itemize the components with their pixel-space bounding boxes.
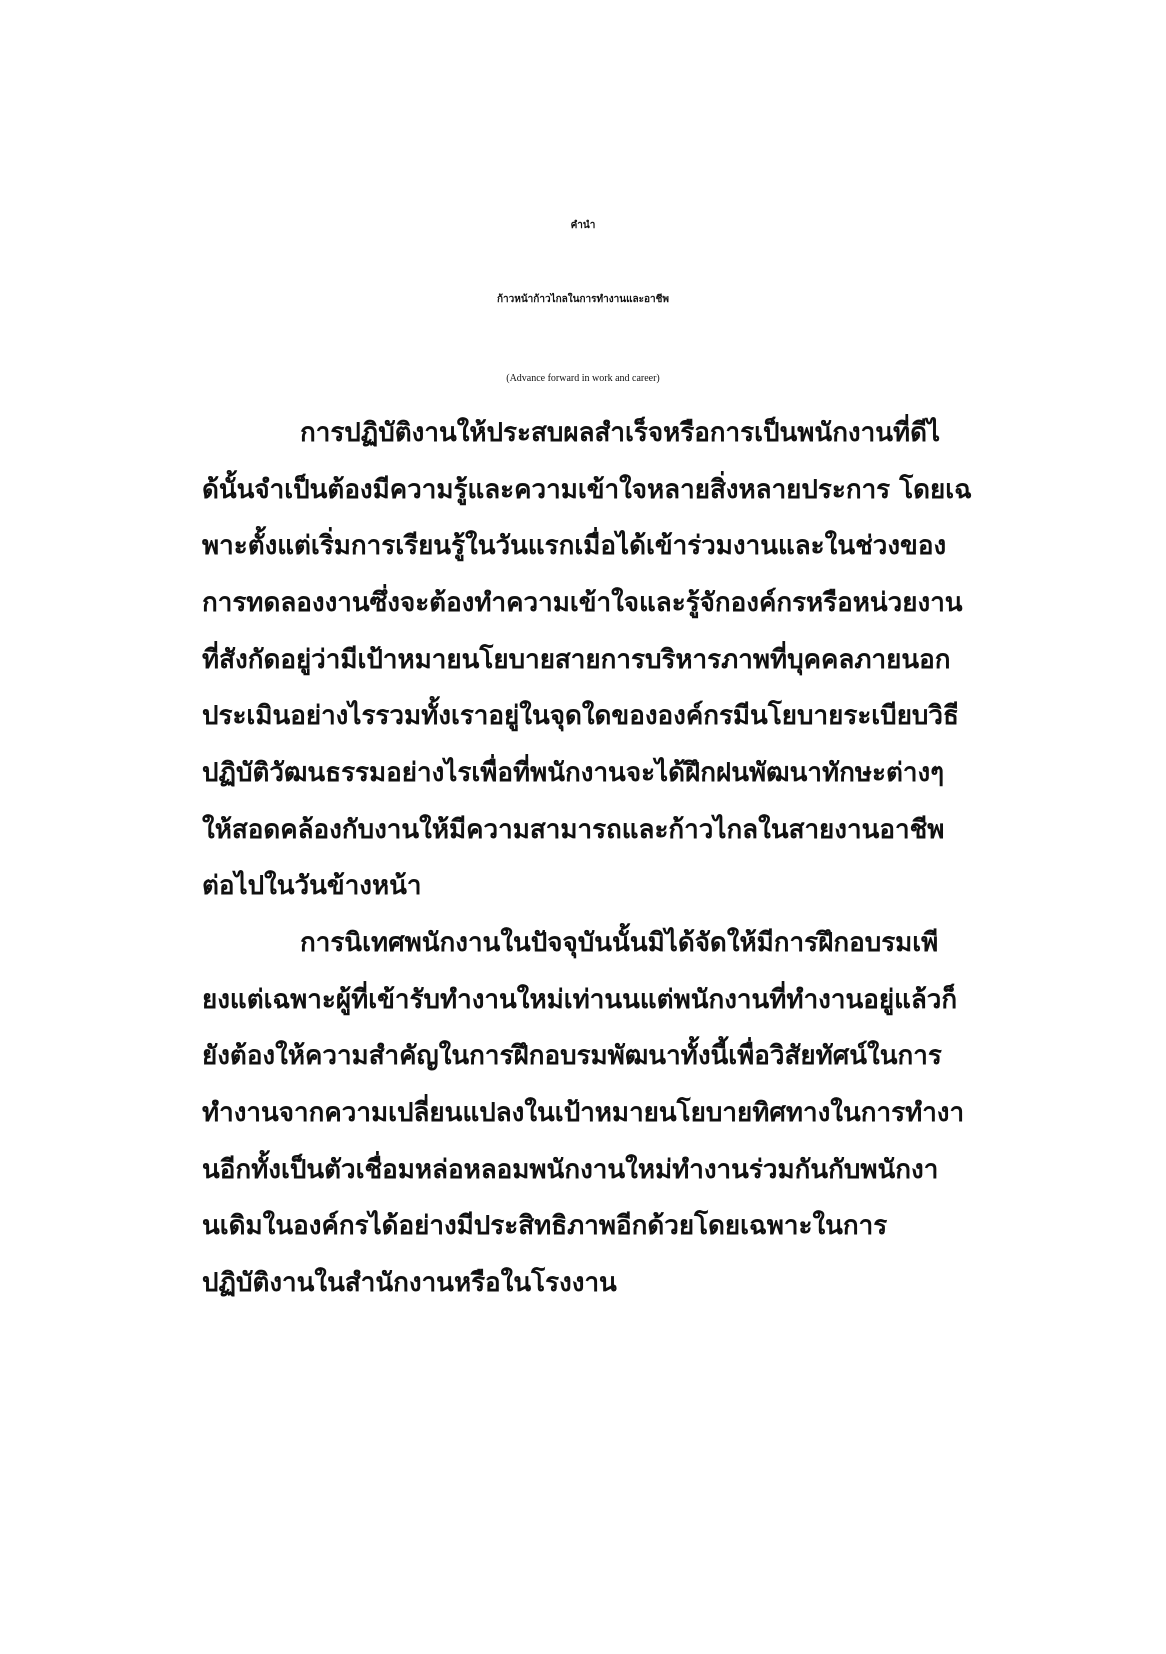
paragraph-1-line-1: การปฏิบัติงานให้ประสบผลสำเร็จหรือการเป็นพนักงานที่ดีไ bbox=[300, 418, 941, 448]
paragraph-1-line-5: ที่สังกัดอยู่ว่ามีเป้าหมายนโยบายสายการบริหารภาพที่บุคคลภายนอก bbox=[202, 645, 951, 675]
paragraph-2-line-7: ปฏิบัติงานในสำนักงานหรือในโรงงาน bbox=[202, 1268, 617, 1298]
paragraph-1-line-6: ประเมินอย่างไรรวมทั้งเราอยู่ในจุดใดขององค์กรมีนโยบายระเบียบวิธี bbox=[202, 701, 959, 731]
paragraph-1-line-3: พาะตั้งแต่เริ่มการเรียนรู้ในวันแรกเมื่อได้เข้าร่วมงานและในช่วงของ bbox=[202, 531, 947, 561]
paragraph-2-line-6: นเดิมในองค์กรได้อย่างมีประสิทธิภาพอีกด้วยโดยเฉพาะในการ bbox=[202, 1211, 888, 1241]
paragraph-2-line-1: การนิเทศพนักงานในปัจจุบันนั้นมิได้จัดให้มีการฝึกอบรมเพี bbox=[300, 928, 939, 958]
paragraph-2-line-4: ทำงานจากความเปลี่ยนแปลงในเป้าหมายนโยบายทิศทางในการทำงา bbox=[202, 1098, 965, 1128]
paragraph-1-line-4: การทดลองงานซึ่งจะต้องทำความเข้าใจและรู้จักองค์กรหรือหน่วยงาน bbox=[202, 588, 963, 618]
document-subtitle: (Advance forward in work and career) bbox=[506, 373, 660, 384]
paragraph-1-line-2: ด้นั้นจำเป็นต้องมีความรู้และความเข้าใจหลายสิ่งหลายประการ โดยเฉ bbox=[202, 475, 972, 505]
paragraph-1-line-7: ปฏิบัติวัฒนธรรมอย่างไรเพื่อที่พนักงานจะได้ฝึกฝนพัฒนาทักษะต่างๆ bbox=[202, 758, 945, 788]
paragraph-2-line-5: นอีกทั้งเป็นตัวเชื่อมหล่อหลอมพนักงานใหม่ทำงานร่วมกันกับพนักงา bbox=[202, 1155, 939, 1185]
paragraph-2-line-3: ยังต้องให้ความสำคัญในการฝึกอบรมพัฒนาทั้งนี้เพื่อวิสัยทัศน์ในการ bbox=[202, 1041, 942, 1071]
paragraph-2-line-2: ยงแต่เฉพาะผู้ที่เข้ารับทำงานใหม่เท่านนแต่พนักงานที่ทำงานอยู่แล้วก็ bbox=[202, 985, 958, 1015]
document-title: ก้าวหน้าก้าวไกลในการทำงานและอาชีพ bbox=[496, 294, 670, 305]
preface-heading: คำนำ bbox=[570, 220, 596, 231]
paragraph-1-line-9: ต่อไปในวันข้างหน้า bbox=[202, 871, 422, 901]
paragraph-1-line-8: ให้สอดคล้องกับงานให้มีความสามารถและก้าวไกลในสายงานอาชีพ bbox=[202, 815, 945, 845]
